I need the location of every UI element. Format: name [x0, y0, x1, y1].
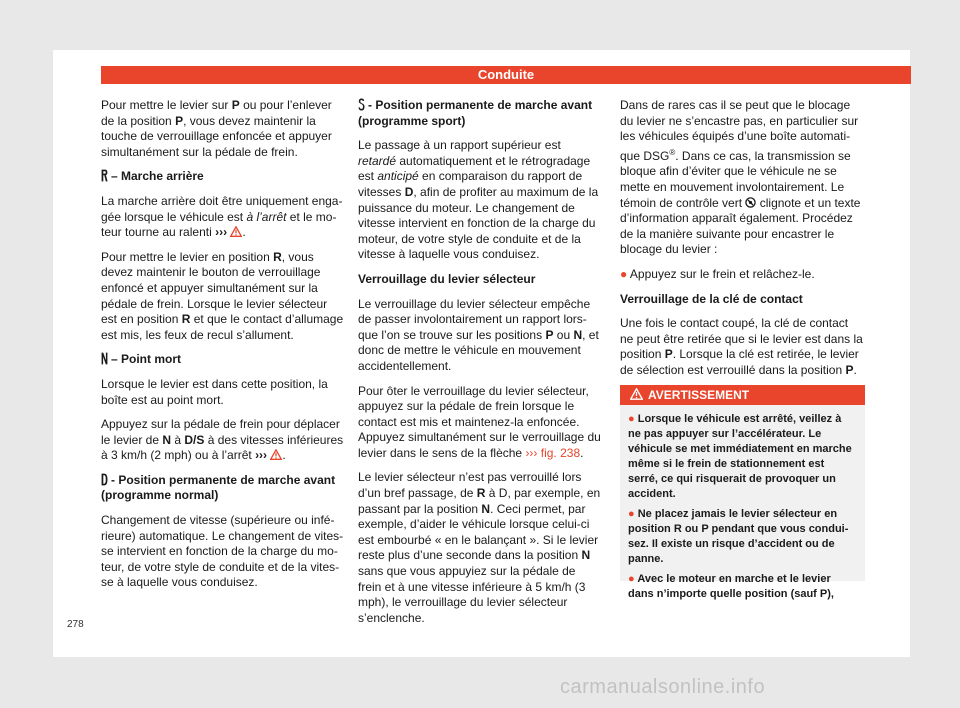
column-1: [101, 98, 345, 600]
figure-link[interactable]: ››› fig. 238: [525, 445, 581, 460]
warning-triangle-icon: [630, 388, 643, 400]
heading-drive: - Position permanente de marche avant (programme normal): [101, 472, 336, 503]
column-3: [620, 98, 864, 388]
warning-item: ● Ne placez jamais le levier sélecteur en position R ou P pendant que vous conduisez. Il existe un risque d’accident ou de panne.: [628, 508, 849, 565]
paragraph-neutral-1: Lorsque le levier est dans cette position, la boîte est au point mort.: [101, 376, 328, 407]
gear-s-icon: [358, 98, 365, 111]
paragraph-lock-2: Pour ôter le verrouillage du levier sélecteur, appuyez sur la pédale de frein lorsque le contact est mis et maintenez-la enfoncée. Appuyez simultanément sur le verrouillage du levier dans le sens de la flèche ››› fig. 238.: [358, 383, 601, 460]
heading-neutral: – Point mort: [101, 352, 345, 368]
paragraph-dsg: Dans de rares cas il se peut que le blocage du levier ne s’encastre pas, en particulier sur les véhicules équipés d’une boîte automatique DSG®. Dans ce cas, la transmission se bloque afin d’éviter que le véhicule ne se mette en mouvement involontairement. Le témoin de contrôle vert clignote et un texte d’information apparaît également. Procédez de la manière suivante pour encastrer le blocage du levier :: [620, 98, 861, 257]
warning-triangle-icon: [270, 449, 282, 460]
column-2: [358, 98, 602, 635]
gear-d-icon: [101, 473, 108, 486]
paragraph-key-lock: Une fois le contact coupé, la clé de contact ne peut être retirée que si le levier est dans la position P. Lorsque la clé est retirée, le levier de sélection est verrouillé dans la position P.: [620, 316, 863, 377]
paragraph-drive: Changement de vitesse (supérieure ou inférieure) automatique. Le changement de vitesse intervient en fonction de la charge du moteur, de votre style de conduite et de la vitesse à laquelle vous conduisez.: [101, 513, 344, 590]
page-number: 278: [67, 619, 84, 630]
section-header: Conduite: [101, 66, 911, 84]
selector-lever-warning-icon: [745, 197, 756, 208]
warning-item: ● Avec le moteur en marche et le levier dans n’importe quelle position (sauf P),: [628, 573, 834, 600]
heading-sport: - Position permanente de marche avant (programme sport): [358, 98, 593, 128]
warning-header: AVERTISSEMENT: [620, 385, 865, 405]
warning-box: [620, 385, 865, 600]
paragraph-reverse-2: Pour mettre le levier en position R, vous devez maintenir le bouton de verrouillage enfoncé et appuyer simultanément sur la pédale de frein. Lorsque le levier sélecteur est en position R et que le contact d’allumage est mis, les feux de recul s’allument.: [101, 249, 344, 342]
list-item: ● Appuyez sur le frein et relâchez-le.: [620, 266, 815, 281]
heading-selector-lock: Verrouillage du levier sélecteur: [358, 271, 536, 286]
paragraph-neutral-2: Appuyez sur la pédale de frein pour déplacer le levier de N à D/S à des vitesses inférieures à 3 km/h (2 mph) ou à l’arrêt ››› .: [101, 417, 344, 463]
warning-item: ● Lorsque le véhicule est arrêté, veillez à ne pas appuyer sur l’accélérateur. Le véhicule se met immédiatement en marche même si le frein de stationnement est serré, ce qui risquerait de provoquer un accident.: [628, 413, 852, 500]
paragraph-park: Pour mettre le levier sur P ou pour l’enlever de la position P, vous devez maintenir la touche de verrouillage enfoncée et appuyer simultanément sur la pédale de frein.: [101, 98, 332, 159]
heading-key-lock: Verrouillage de la clé de contact: [620, 291, 803, 306]
warning-body: [620, 405, 865, 602]
paragraph-lock-3: Le levier sélecteur n’est pas verrouillé lors d’un bref passage, de R à D, par exemple, en passant par la position N. Ceci permet, par exemple, d’aider le véhicule lorsque celui-ci est embourbé « en le balançant ». Si le levier reste plus d’une seconde dans la position N sans que vous appuyiez sur la pédale de frein et à une vitesse inférieure à 5 km/h (3 mph), le verrouillage du levier sélecteur s’enclenche.: [358, 470, 601, 625]
heading-reverse: – Marche arrière: [101, 169, 345, 185]
gear-r-icon: [101, 169, 108, 182]
gear-n-icon: [101, 352, 108, 365]
paragraph-lock-1: Le verrouillage du levier sélecteur empêche de passer involontairement un rapport lorsque l’on se trouve sur les positions P ou N, et donc de mettre le véhicule en mouvement accidentellement.: [358, 296, 599, 373]
warning-triangle-icon: [230, 226, 242, 237]
bullet-icon: ●: [620, 266, 628, 281]
manual-page: [53, 50, 910, 657]
paragraph-sport: Le passage à un rapport supérieur est retardé automatiquement et le rétrogradage est anticipé en comparaison du rapport de vitesses D, afin de profiter au maximum de la puissance du moteur. Le changement de vitesse intervient en fonction de la charge du moteur, de votre style de conduite et de la vitesse à laquelle vous conduisez.: [358, 138, 599, 262]
paragraph-reverse-1: La marche arrière doit être uniquement engagée lorsque le véhicule est à l’arrêt et le moteur tourne au ralenti ››› .: [101, 193, 343, 240]
watermark: carmanualsonline.info: [560, 676, 766, 698]
